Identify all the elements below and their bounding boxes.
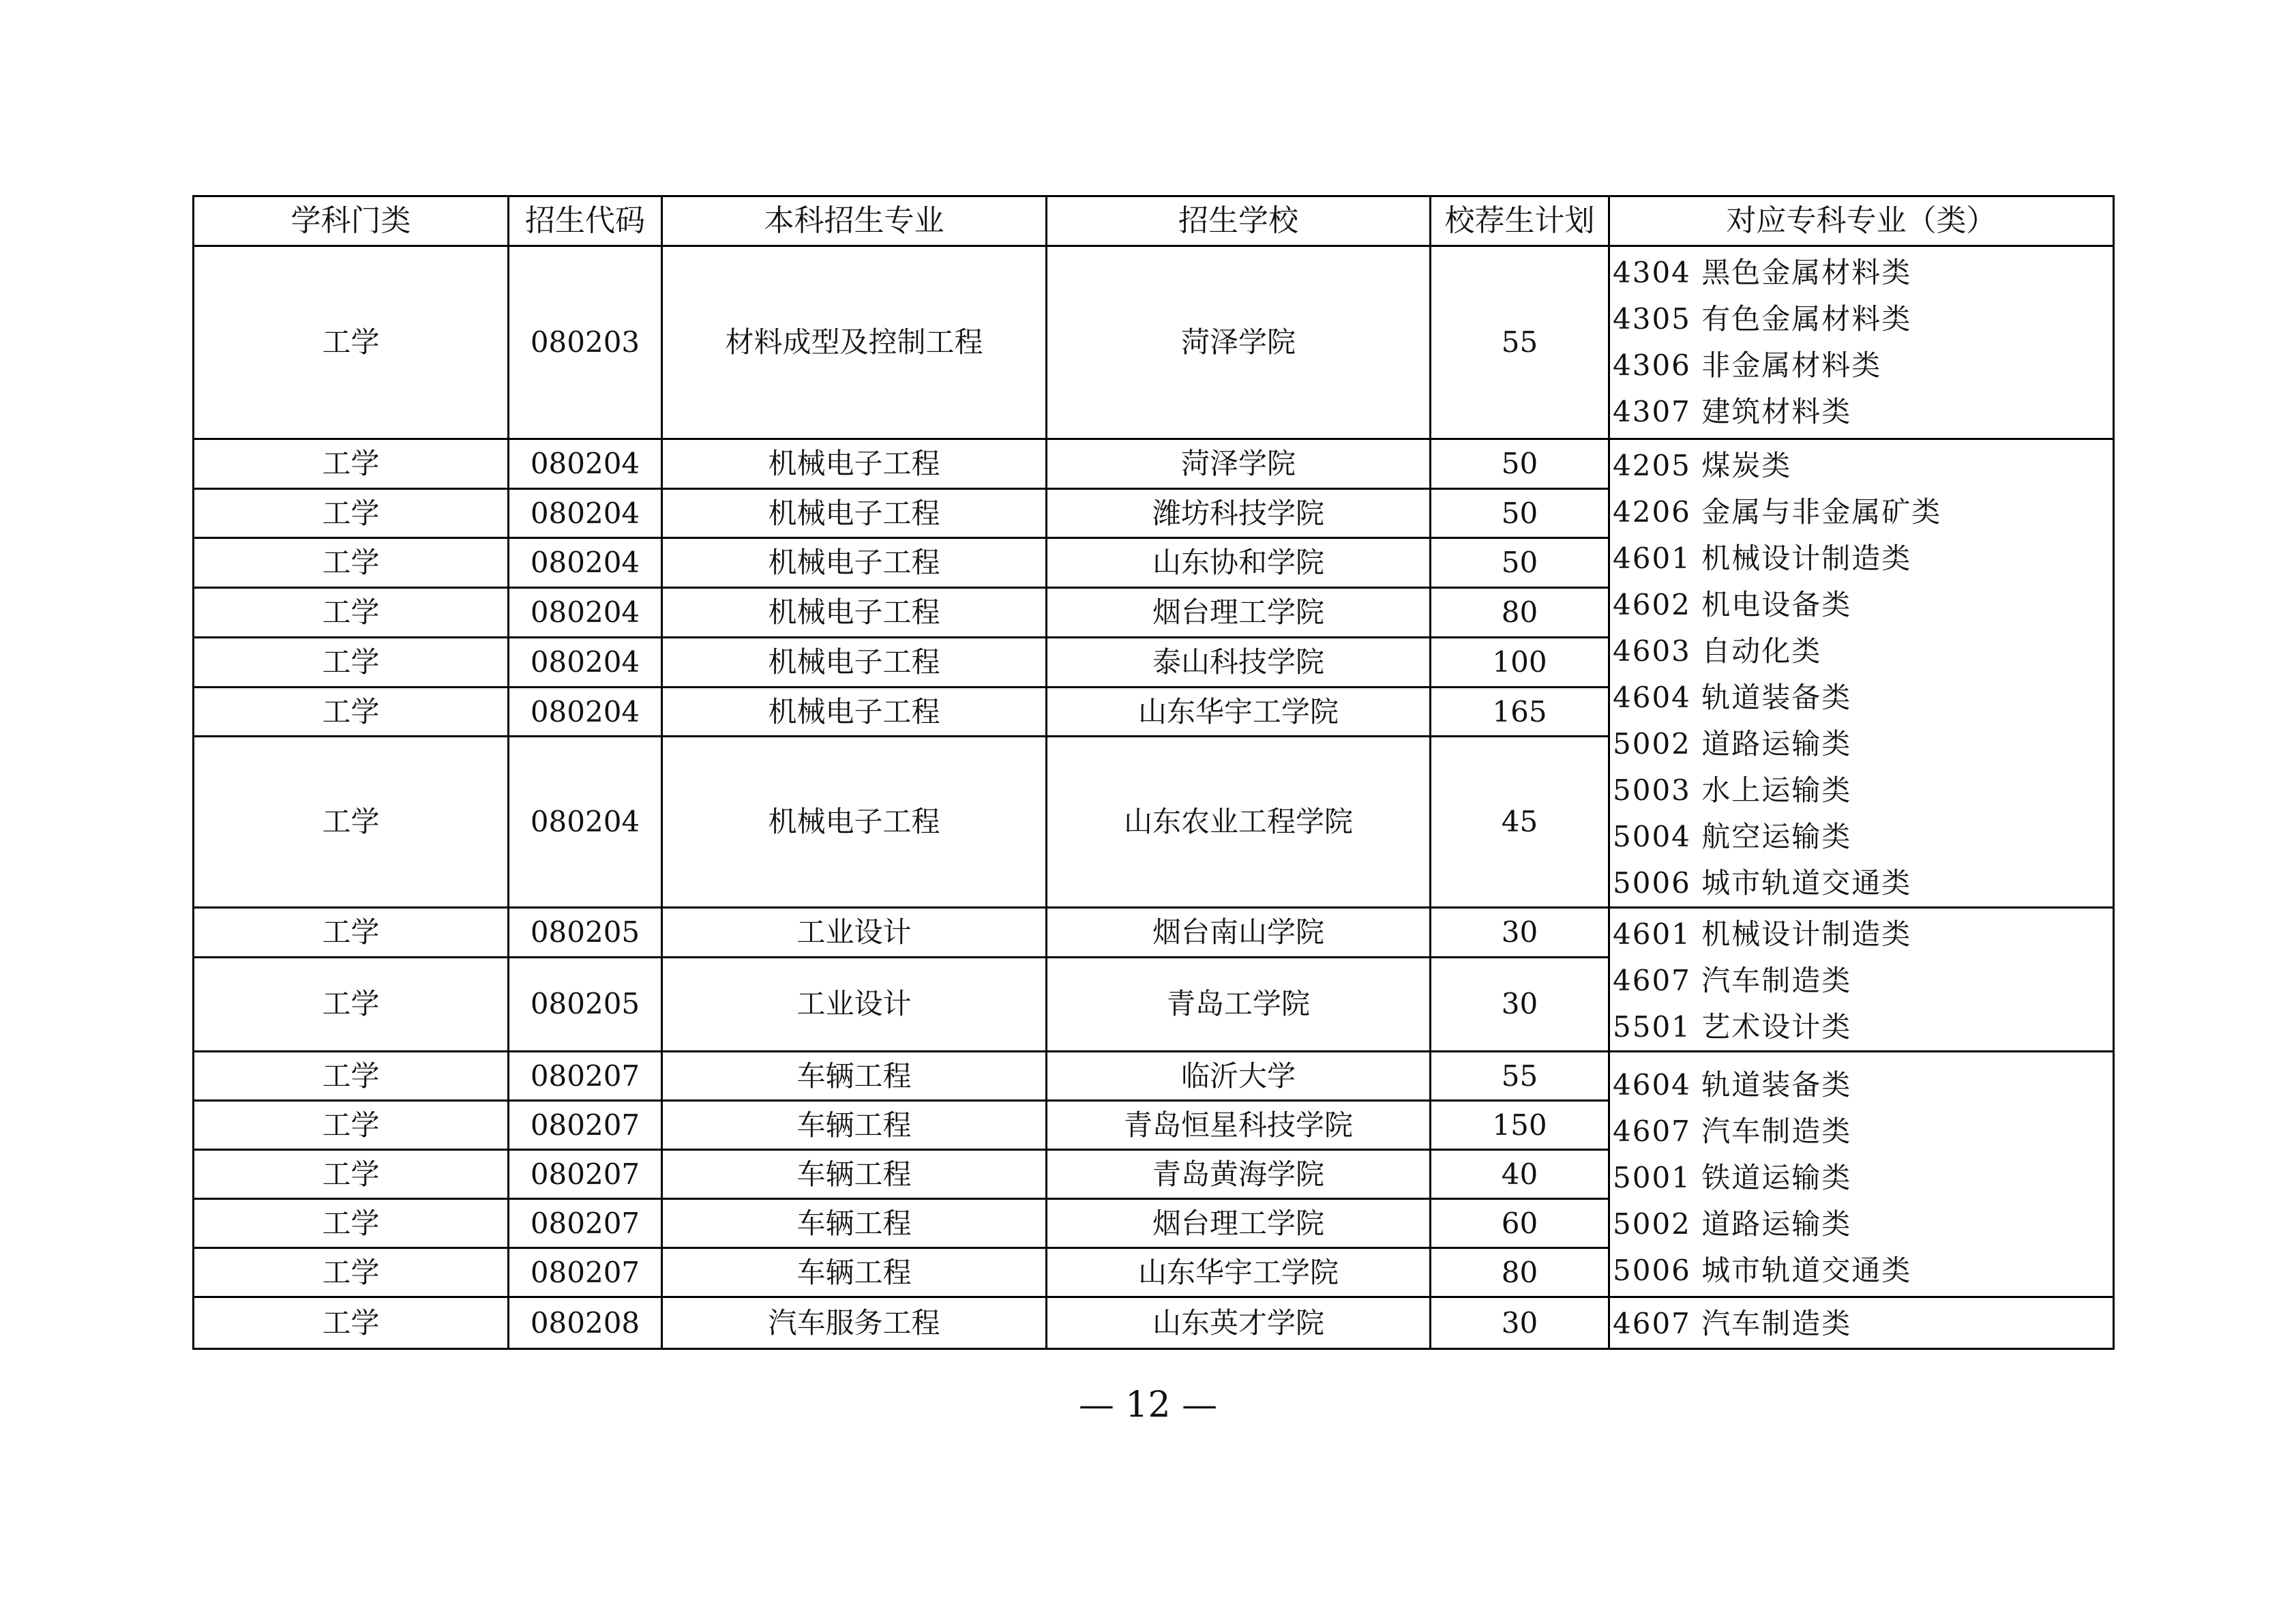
cell-plan: 60 (1431, 1199, 1609, 1248)
spec-item: 4307 建筑材料类 (1613, 395, 1852, 428)
cell-spec-group-2 (1609, 439, 2114, 908)
cell-school: 青岛工学院 (1047, 957, 1431, 1051)
cell-school: 菏泽学院 (1047, 246, 1431, 439)
cell-code: 080205 (509, 908, 662, 958)
cell-category: 工学 (194, 637, 509, 687)
header-school: 招生学校 (1047, 196, 1431, 246)
table-header-row (194, 196, 2114, 246)
cell-major: 工业设计 (662, 957, 1047, 1051)
header-spec: 对应专科专业（类） (1609, 196, 2114, 246)
cell-school: 青岛黄海学院 (1047, 1150, 1431, 1199)
spec-item: 4306 非金属材料类 (1613, 349, 1882, 382)
cell-plan: 150 (1431, 1101, 1609, 1150)
header-major: 本科招生专业 (662, 196, 1047, 246)
cell-plan: 50 (1431, 488, 1609, 538)
cell-category: 工学 (194, 908, 509, 958)
cell-category: 工学 (194, 737, 509, 908)
cell-school: 潍坊科技学院 (1047, 488, 1431, 538)
cell-spec-group-3 (1609, 908, 2114, 1052)
spec-item: 4601 机械设计制造类 (1613, 917, 1912, 951)
cell-major: 汽车服务工程 (662, 1297, 1047, 1349)
cell-code: 080204 (509, 538, 662, 588)
spec-item: 4604 轨道装备类 (1613, 1068, 1852, 1102)
spec-item: 5006 城市轨道交通类 (1613, 1254, 1912, 1287)
cell-plan: 100 (1431, 637, 1609, 687)
cell-category: 工学 (194, 439, 509, 489)
table-row (194, 1052, 2114, 1101)
cell-category: 工学 (194, 1199, 509, 1248)
header-category: 学科门类 (194, 196, 509, 246)
cell-major: 机械电子工程 (662, 687, 1047, 737)
cell-category: 工学 (194, 1297, 509, 1349)
cell-category: 工学 (194, 1150, 509, 1199)
page-number: — 12 — (1078, 1385, 1218, 1426)
cell-major: 机械电子工程 (662, 488, 1047, 538)
cell-code: 080207 (509, 1248, 662, 1297)
cell-plan: 45 (1431, 737, 1609, 908)
cell-category: 工学 (194, 538, 509, 588)
cell-plan: 80 (1431, 588, 1609, 638)
cell-category: 工学 (194, 246, 509, 439)
cell-school: 烟台理工学院 (1047, 588, 1431, 638)
cell-code: 080204 (509, 588, 662, 638)
cell-school: 山东农业工程学院 (1047, 737, 1431, 908)
cell-major: 机械电子工程 (662, 439, 1047, 489)
header-code: 招生代码 (509, 196, 662, 246)
cell-spec-group-5 (1609, 1297, 2114, 1349)
cell-category: 工学 (194, 687, 509, 737)
enrollment-table (192, 195, 2115, 1350)
cell-category: 工学 (194, 1052, 509, 1101)
spec-item: 4604 轨道装备类 (1613, 681, 1852, 714)
cell-code: 080207 (509, 1101, 662, 1150)
cell-major: 车辆工程 (662, 1199, 1047, 1248)
cell-plan: 165 (1431, 687, 1609, 737)
spec-item: 5004 航空运输类 (1613, 820, 1852, 853)
cell-code: 080207 (509, 1199, 662, 1248)
cell-major: 工业设计 (662, 908, 1047, 958)
spec-item: 5003 水上运输类 (1613, 773, 1852, 807)
cell-school: 泰山科技学院 (1047, 637, 1431, 687)
spec-item: 4305 有色金属材料类 (1613, 302, 1912, 336)
cell-major: 机械电子工程 (662, 588, 1047, 638)
cell-code: 080207 (509, 1150, 662, 1199)
cell-plan: 55 (1431, 1052, 1609, 1101)
cell-code: 080204 (509, 488, 662, 538)
cell-plan: 80 (1431, 1248, 1609, 1297)
spec-item: 4607 汽车制造类 (1613, 964, 1852, 997)
table-row (194, 439, 2114, 489)
spec-item: 4206 金属与非金属矿类 (1613, 495, 1942, 529)
cell-plan: 50 (1431, 538, 1609, 588)
cell-major: 机械电子工程 (662, 737, 1047, 908)
cell-spec-group-4 (1609, 1052, 2114, 1297)
spec-item: 5002 道路运输类 (1613, 1207, 1852, 1241)
cell-school: 烟台理工学院 (1047, 1199, 1431, 1248)
cell-code: 080204 (509, 687, 662, 737)
cell-category: 工学 (194, 588, 509, 638)
cell-code: 080204 (509, 737, 662, 908)
cell-category: 工学 (194, 1248, 509, 1297)
spec-item: 5002 道路运输类 (1613, 727, 1852, 761)
cell-plan: 55 (1431, 246, 1609, 439)
cell-code: 080208 (509, 1297, 662, 1349)
cell-school: 青岛恒星科技学院 (1047, 1101, 1431, 1150)
table-row (194, 908, 2114, 958)
cell-school: 山东华宇工学院 (1047, 687, 1431, 737)
cell-school: 山东英才学院 (1047, 1297, 1431, 1349)
cell-code: 080205 (509, 957, 662, 1051)
spec-item: 4602 机电设备类 (1613, 588, 1852, 621)
spec-item: 4607 汽车制造类 (1613, 1114, 1852, 1148)
cell-category: 工学 (194, 1101, 509, 1150)
cell-code: 080204 (509, 439, 662, 489)
cell-plan: 30 (1431, 1297, 1609, 1349)
cell-plan: 40 (1431, 1150, 1609, 1199)
table-row (194, 1297, 2114, 1349)
cell-major: 机械电子工程 (662, 538, 1047, 588)
cell-plan: 50 (1431, 439, 1609, 489)
cell-plan: 30 (1431, 908, 1609, 958)
cell-major: 车辆工程 (662, 1052, 1047, 1101)
cell-school: 临沂大学 (1047, 1052, 1431, 1101)
cell-category: 工学 (194, 488, 509, 538)
cell-code: 080204 (509, 637, 662, 687)
spec-item: 5501 艺术设计类 (1613, 1010, 1852, 1044)
spec-item: 4205 煤炭类 (1613, 449, 1792, 482)
spec-item: 4603 自动化类 (1613, 634, 1822, 668)
cell-major: 车辆工程 (662, 1101, 1047, 1150)
cell-code: 080207 (509, 1052, 662, 1101)
spec-item: 4607 汽车制造类 (1613, 1307, 1852, 1340)
table-row (194, 246, 2114, 439)
cell-plan: 30 (1431, 957, 1609, 1051)
cell-major: 车辆工程 (662, 1150, 1047, 1199)
header-plan: 校荐生计划 (1431, 196, 1609, 246)
cell-school: 山东华宇工学院 (1047, 1248, 1431, 1297)
cell-major: 材料成型及控制工程 (662, 246, 1047, 439)
cell-spec-group-1 (1609, 246, 2114, 439)
cell-major: 机械电子工程 (662, 637, 1047, 687)
cell-school: 山东协和学院 (1047, 538, 1431, 588)
cell-school: 烟台南山学院 (1047, 908, 1431, 958)
spec-item: 4601 机械设计制造类 (1613, 542, 1912, 575)
cell-school: 菏泽学院 (1047, 439, 1431, 489)
spec-item: 5001 铁道运输类 (1613, 1161, 1852, 1194)
spec-item: 4304 黑色金属材料类 (1613, 256, 1912, 289)
cell-major: 车辆工程 (662, 1248, 1047, 1297)
cell-category: 工学 (194, 957, 509, 1051)
spec-item: 5006 城市轨道交通类 (1613, 866, 1912, 900)
cell-code: 080203 (509, 246, 662, 439)
